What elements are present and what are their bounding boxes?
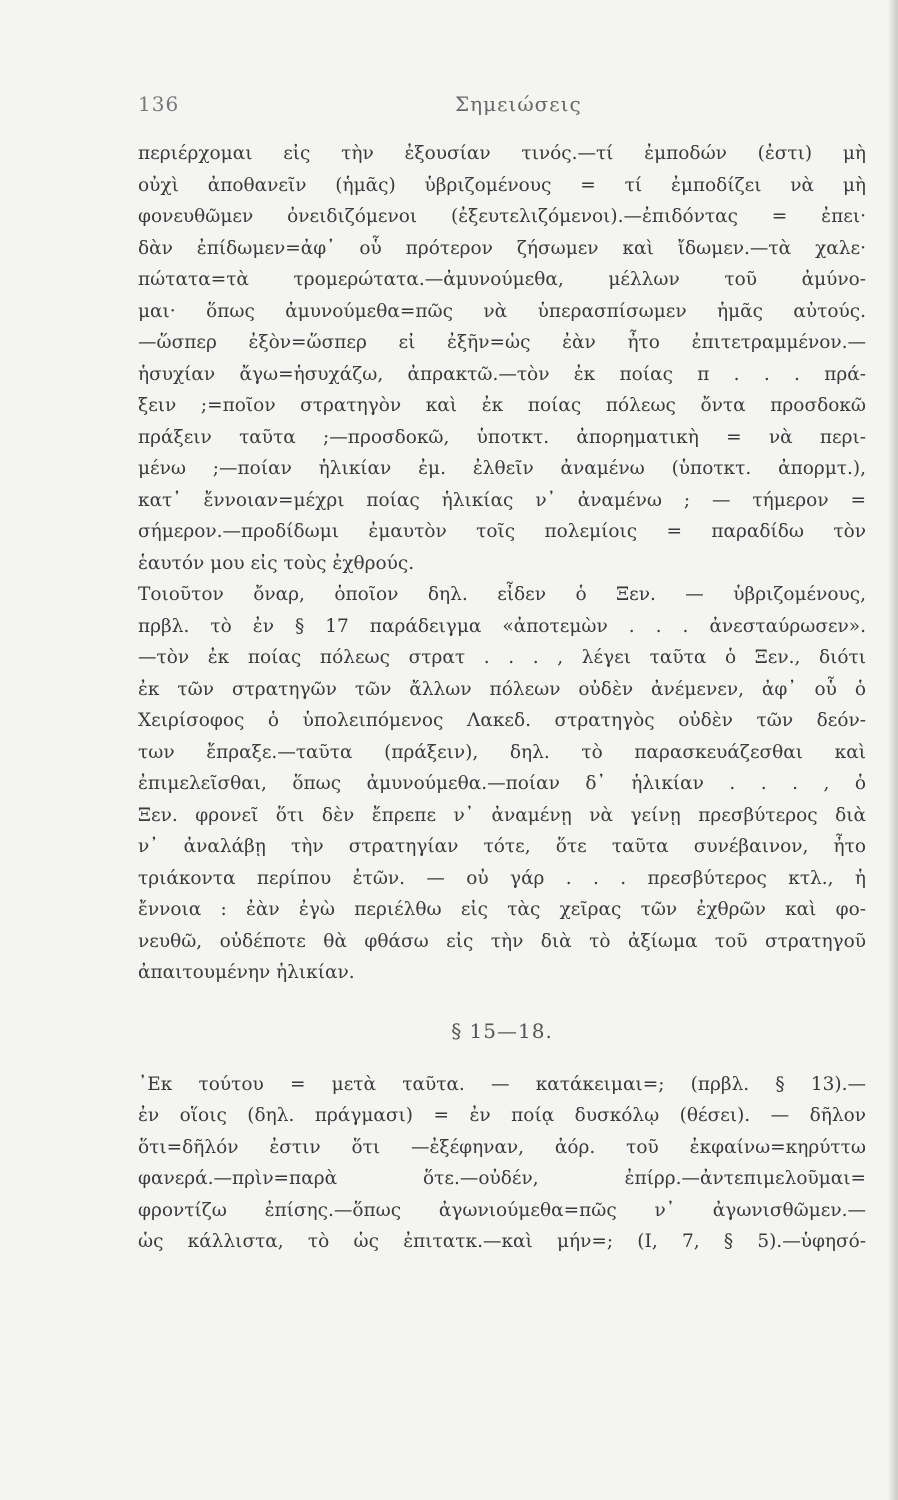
text-line: ξειν ;=ποῖον στρατηγὸν καὶ ἐκ ποίας πόλεως ὄντα προσδοκῶ xyxy=(138,395,866,416)
text-line: περιέρχομαι εἰς τὴν ἐξουσίαν τινός.—τί ἐμποδών (ἐστι) μὴ xyxy=(138,143,866,164)
text-line: —ὥσπερ ἐξὸν=ὥσπερ εἰ ἐξῆν=ὡς ἐὰν ἦτο ἐπιτετραμμένον.— xyxy=(138,332,866,353)
text-line: φονευθῶμεν ὀνειδιζόμενοι (ἐξευτελιζόμενοι).—ἐπιδόντας = ἐπει· xyxy=(138,206,866,227)
body-text xyxy=(138,138,866,1258)
text-line: οὐχὶ ἀποθανεῖν (ἡμᾶς) ὑβριζομένους = τί ἐμποδίζει νὰ μὴ xyxy=(138,174,866,196)
text-line: φροντίζω ἐπίσης.—ὅπως ἀγωνιούμεθα=πῶς ν᾿ ἀγωνισθῶμεν.— xyxy=(138,1199,866,1221)
page-number: 136 xyxy=(138,92,180,116)
text-line: Τοιοῦτον ὄναρ, ὁποῖον δηλ. εἶδεν ὁ Ξεν. — ὑβριζομένους, xyxy=(138,584,866,605)
text-line: ἡσυχίαν ἄγω=ἡσυχάζω, ἀπρακτῶ.—τὸν ἐκ ποίας π . . . πρά- xyxy=(138,363,866,385)
text-line: σήμερον.—προδίδωμι ἐμαυτὸν τοῖς πολεμίοις = παραδίδω τὸν xyxy=(138,521,866,542)
text-line: ἐν οἵοις (δηλ. πράγμασι) = ἐν ποίᾳ δυσκόλῳ (θέσει). — δῆλον xyxy=(138,1105,866,1126)
text-line: ἑαυτόν μου εἰς τοὺς ἐχθρούς. xyxy=(138,552,415,574)
paragraph-3 xyxy=(138,1069,866,1258)
text-line: πρβλ. τὸ ἐν § 17 παράδειγμα «ἀποτεμὼν . . . ἀνεσταύρωσεν». xyxy=(138,615,866,637)
section-heading: § 15—18. xyxy=(451,1018,553,1043)
text-line: φανερά.—πρὶν=παρὰ ὅτε.—οὐδέν, ἐπίρρ.—ἀντεπιμελοῦμαι= xyxy=(138,1168,866,1189)
text-line: δὰν ἐπίδωμεν=ἀφ᾿ οὗ πρότερον ζήσωμεν καὶ ἴδωμεν.—τὰ χαλε· xyxy=(138,237,866,259)
paragraph-1 xyxy=(138,138,866,579)
text-line: ἔννοια : ἐὰν ἐγὼ περιέλθω εἰς τὰς χεῖρας τῶν ἐχθρῶν καὶ φο- xyxy=(138,899,866,920)
text-line: Χειρίσοφος ὁ ὑπολειπόμενος Λακεδ. στρατηγὸς οὐδὲν τῶν δεόν- xyxy=(138,710,866,731)
text-line: πώτατα=τὰ τρομερώτατα.—ἀμυνούμεθα, μέλλων τοῦ ἀμύνο- xyxy=(138,269,866,290)
page-edge-shadow xyxy=(888,0,898,1500)
text-line: ἐκ τῶν στρατηγῶν τῶν ἄλλων πόλεων οὐδὲν ἀνέμενεν, ἀφ᾿ οὗ ὁ xyxy=(138,678,866,700)
text-line: ὅτι=δῆλόν ἐστιν ὅτι —ἐξέφηναν, ἀόρ. τοῦ ἐκφαίνω=κηρύττω xyxy=(138,1136,866,1158)
running-title: Σημειώσεις xyxy=(455,92,582,116)
text-line: Ξεν. φρονεῖ ὅτι δὲν ἔπρεπε ν᾿ ἀναμένῃ νὰ γείνῃ πρεσβύτερος διὰ xyxy=(138,804,866,826)
paragraph-2 xyxy=(138,579,866,989)
text-line: τριάκοντα περίπου ἐτῶν. — οὐ γάρ . . . πρεσβύτερος κτλ., ἡ xyxy=(138,867,866,889)
text-line: —τὸν ἐκ ποίας πόλεως στρατ . . . , λέγει ταῦτα ὁ Ξεν., διότι xyxy=(138,647,866,668)
text-line: πράξειν ταῦτα ;—προσδοκῶ, ὑποτκτ. ἀπορηματικὴ = νὰ περι- xyxy=(138,426,866,448)
text-line: ἐπιμελεῖσθαι, ὅπως ἀμυνούμεθα.—ποίαν δ᾿ ἡλικίαν . . . , ὁ xyxy=(138,773,866,794)
text-line: ἀπαιτουμένην ἡλικίαν. xyxy=(138,962,355,983)
text-line: μαι· ὅπως ἀμυνούμεθα=πῶς νὰ ὑπερασπίσωμεν ἡμᾶς αὐτούς. xyxy=(138,300,866,322)
text-line: κατ᾿ ἔννοιαν=μέχρι ποίας ἡλικίας ν᾿ ἀναμένω ; — τήμερον = xyxy=(138,489,866,511)
text-line: ὡς κάλλιστα, τὸ ὡς ἐπιτατκ.—καὶ μήν=; (Ι, 7, § 5).—ὑφησό- xyxy=(138,1231,866,1252)
page-header xyxy=(0,92,898,122)
text-line: νευθῶ, οὐδέποτε θὰ φθάσω εἰς τὴν διὰ τὸ ἀξίωμα τοῦ στρατηγοῦ xyxy=(138,930,866,952)
text-line: μένω ;—ποίαν ἡλικίαν ἐμ. ἐλθεῖν ἀναμένω (ὑποτκτ. ἀπορμτ.), xyxy=(138,458,866,479)
text-line: ν᾿ ἀναλάβῃ τὴν στρατηγίαν τότε, ὅτε ταῦτα συνέβαινον, ἦτο xyxy=(138,836,866,857)
text-line: των ἔπραξε.—ταῦτα (πράξειν), δηλ. τὸ παρασκευάζεσθαι καὶ xyxy=(138,741,866,763)
text-line: ᾿Εκ τούτου = μετὰ ταῦτα. — κατάκειμαι=; (πρβλ. § 13).— xyxy=(138,1073,866,1095)
